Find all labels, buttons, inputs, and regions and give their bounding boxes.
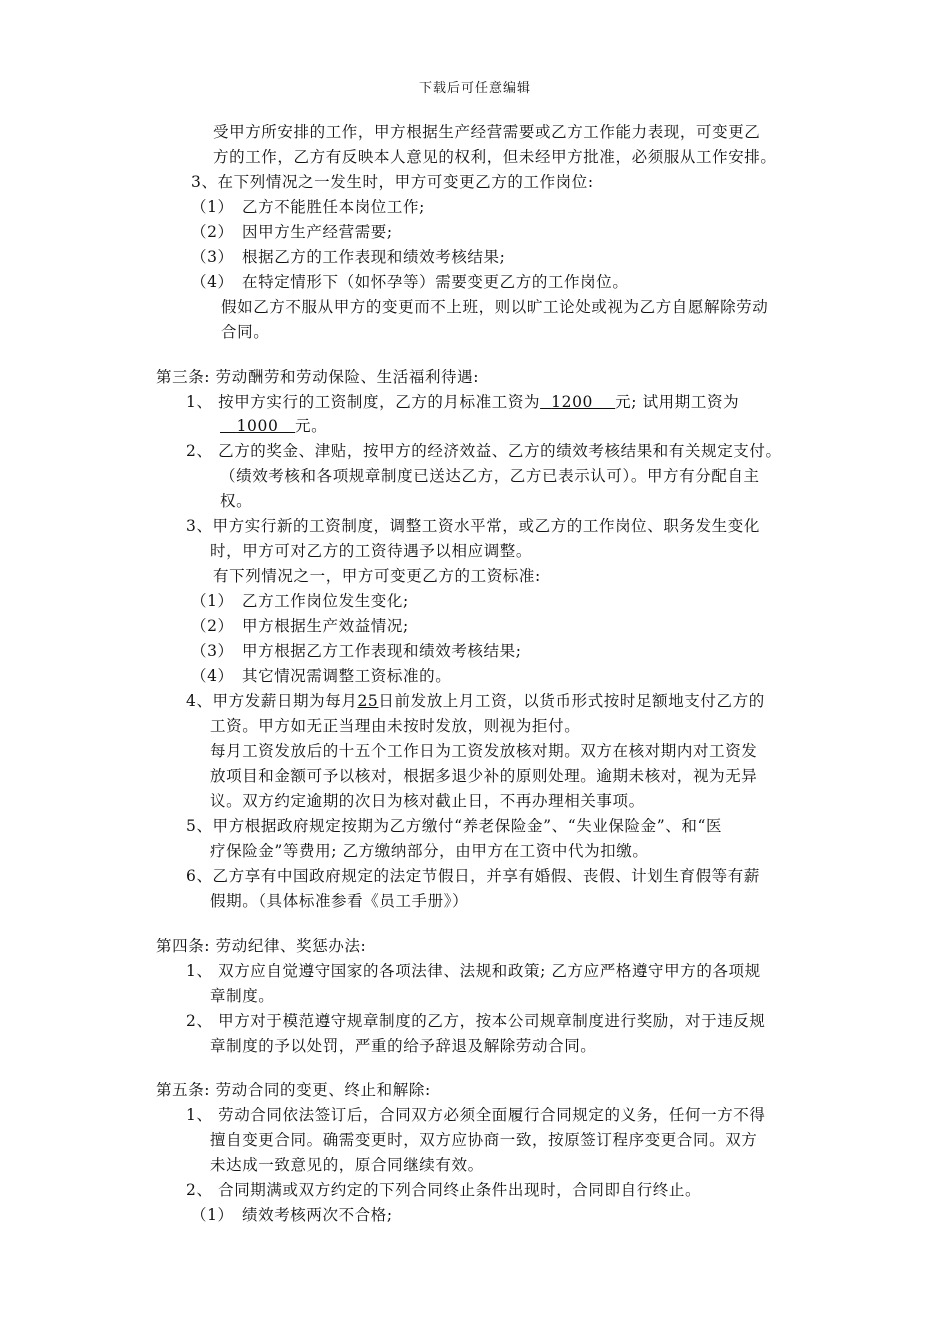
section-heading: 第四条: 劳动纪律、奖惩办法: [156, 937, 367, 955]
text-line: 工资。甲方如无正当理由未按时发放，则视为拒付。 [210, 717, 581, 735]
text-line: 方的工作，乙方有反映本人意见的权利，但未经甲方批准，必须服从工作安排。 [213, 148, 777, 166]
text-line: 4、甲方发薪日期为每月25日前发放上月工资，以货币形式按时足额地支付乙方的 [186, 692, 765, 710]
section-heading: 第三条: 劳动酬劳和劳动保险、生活福利待遇: [156, 368, 480, 386]
text-line: 章制度。 [210, 987, 275, 1005]
text-line: 假期。（具体标准参看《员工手册》） [210, 892, 469, 910]
list-item: （1） 绩效考核两次不合格; [191, 1206, 393, 1224]
text-line: 2、 乙方的奖金、津贴，按甲方的经济效益、乙方的绩效考核结果和有关规定支付。 [186, 442, 782, 460]
text-line: 有下列情况之一，甲方可变更乙方的工资标准: [213, 567, 541, 585]
text-line: 3、在下列情况之一发生时，甲方可变更乙方的工作岗位: [191, 173, 594, 191]
text-line: 1、 按甲方实行的工资制度，乙方的月标准工资为 1200 元; 试用期工资为 [186, 393, 740, 411]
trial-wage-value: 1000 [236, 417, 279, 435]
text-line: 2、 甲方对于模范遵守规章制度的乙方，按本公司规章制度进行奖励，对于违反规 [186, 1012, 766, 1030]
text-line: 3、甲方实行新的工资制度，调整工资水平常，或乙方的工作岗位、职务发生变化 [186, 517, 760, 535]
text-line: 1000 元。 [220, 415, 327, 437]
text-line: 疗保险金”等费用; 乙方缴纳部分，由甲方在工资中代为扣缴。 [210, 842, 649, 860]
list-item: （2） 甲方根据生产效益情况; [191, 617, 409, 635]
text-line: 未达成一致意见的，原合同继续有效。 [210, 1156, 484, 1174]
text-line: 1、 双方应自觉遵守国家的各项法律、法规和政策; 乙方应严格遵守甲方的各项规 [186, 962, 761, 980]
list-item: （1） 乙方不能胜任本岗位工作; [191, 198, 425, 216]
text-line: 每月工资发放后的十五个工作日为工资发放核对期。双方在核对期内对工资发 [210, 742, 758, 760]
text-line: 权。 [220, 492, 253, 510]
text-line: 擅自变更合同。确需变更时，双方应协商一致，按原签订程序变更合同。双方 [210, 1131, 758, 1149]
section-heading: 第五条: 劳动合同的变更、终止和解除: [156, 1081, 431, 1099]
text-line: 5、甲方根据政府规定按期为乙方缴付“养老保险金”、“失业保险金”、和“医 [186, 817, 723, 835]
text-line: 合同。 [221, 323, 270, 341]
list-item: （3） 根据乙方的工作表现和绩效考核结果; [191, 248, 506, 266]
text-line: 受甲方所安排的工作，甲方根据生产经营需要或乙方工作能力表现，可变更乙 [213, 123, 761, 141]
page-header: 下载后可任意编辑 [418, 81, 531, 96]
text-line: 时，甲方可对乙方的工资待遇予以相应调整。 [210, 542, 533, 560]
monthly-wage-value: 1200 [551, 393, 594, 411]
list-item: （4） 其它情况需调整工资标准的。 [191, 667, 452, 685]
text-line: 章制度的予以处罚，严重的给予辞退及解除劳动合同。 [210, 1037, 597, 1055]
list-item: （4） 在特定情形下（如怀孕等）需要变更乙方的工作岗位。 [191, 273, 629, 291]
text-line: 1、 劳动合同依法签订后，合同双方必须全面履行合同规定的义务，任何一方不得 [186, 1106, 766, 1124]
text-line: 议。双方约定逾期的次日为核对截止日，不再办理相关事项。 [210, 792, 645, 810]
list-item: （3） 甲方根据乙方工作表现和绩效考核结果; [191, 642, 522, 660]
text-line: （绩效考核和各项规章制度已送达乙方，乙方已表示认可）。甲方有分配自主 [220, 467, 760, 485]
text-line: 2、 合同期满或双方约定的下列合同终止条件出现时，合同即自行终止。 [186, 1181, 702, 1199]
text-line: 6、乙方享有中国政府规定的法定节假日，并享有婚假、丧假、计划生育假等有薪 [186, 867, 760, 885]
text-line: 假如乙方不服从甲方的变更而不上班，则以旷工论处或视为乙方自愿解除劳动 [221, 298, 769, 316]
pay-day-value: 25 [357, 692, 379, 710]
text-line: 放项目和金额可予以核对，根据多退少补的原则处理。逾期未核对，视为无异 [210, 767, 758, 785]
list-item: （2） 因甲方生产经营需要; [191, 223, 393, 241]
list-item: （1） 乙方工作岗位发生变化; [191, 592, 409, 610]
